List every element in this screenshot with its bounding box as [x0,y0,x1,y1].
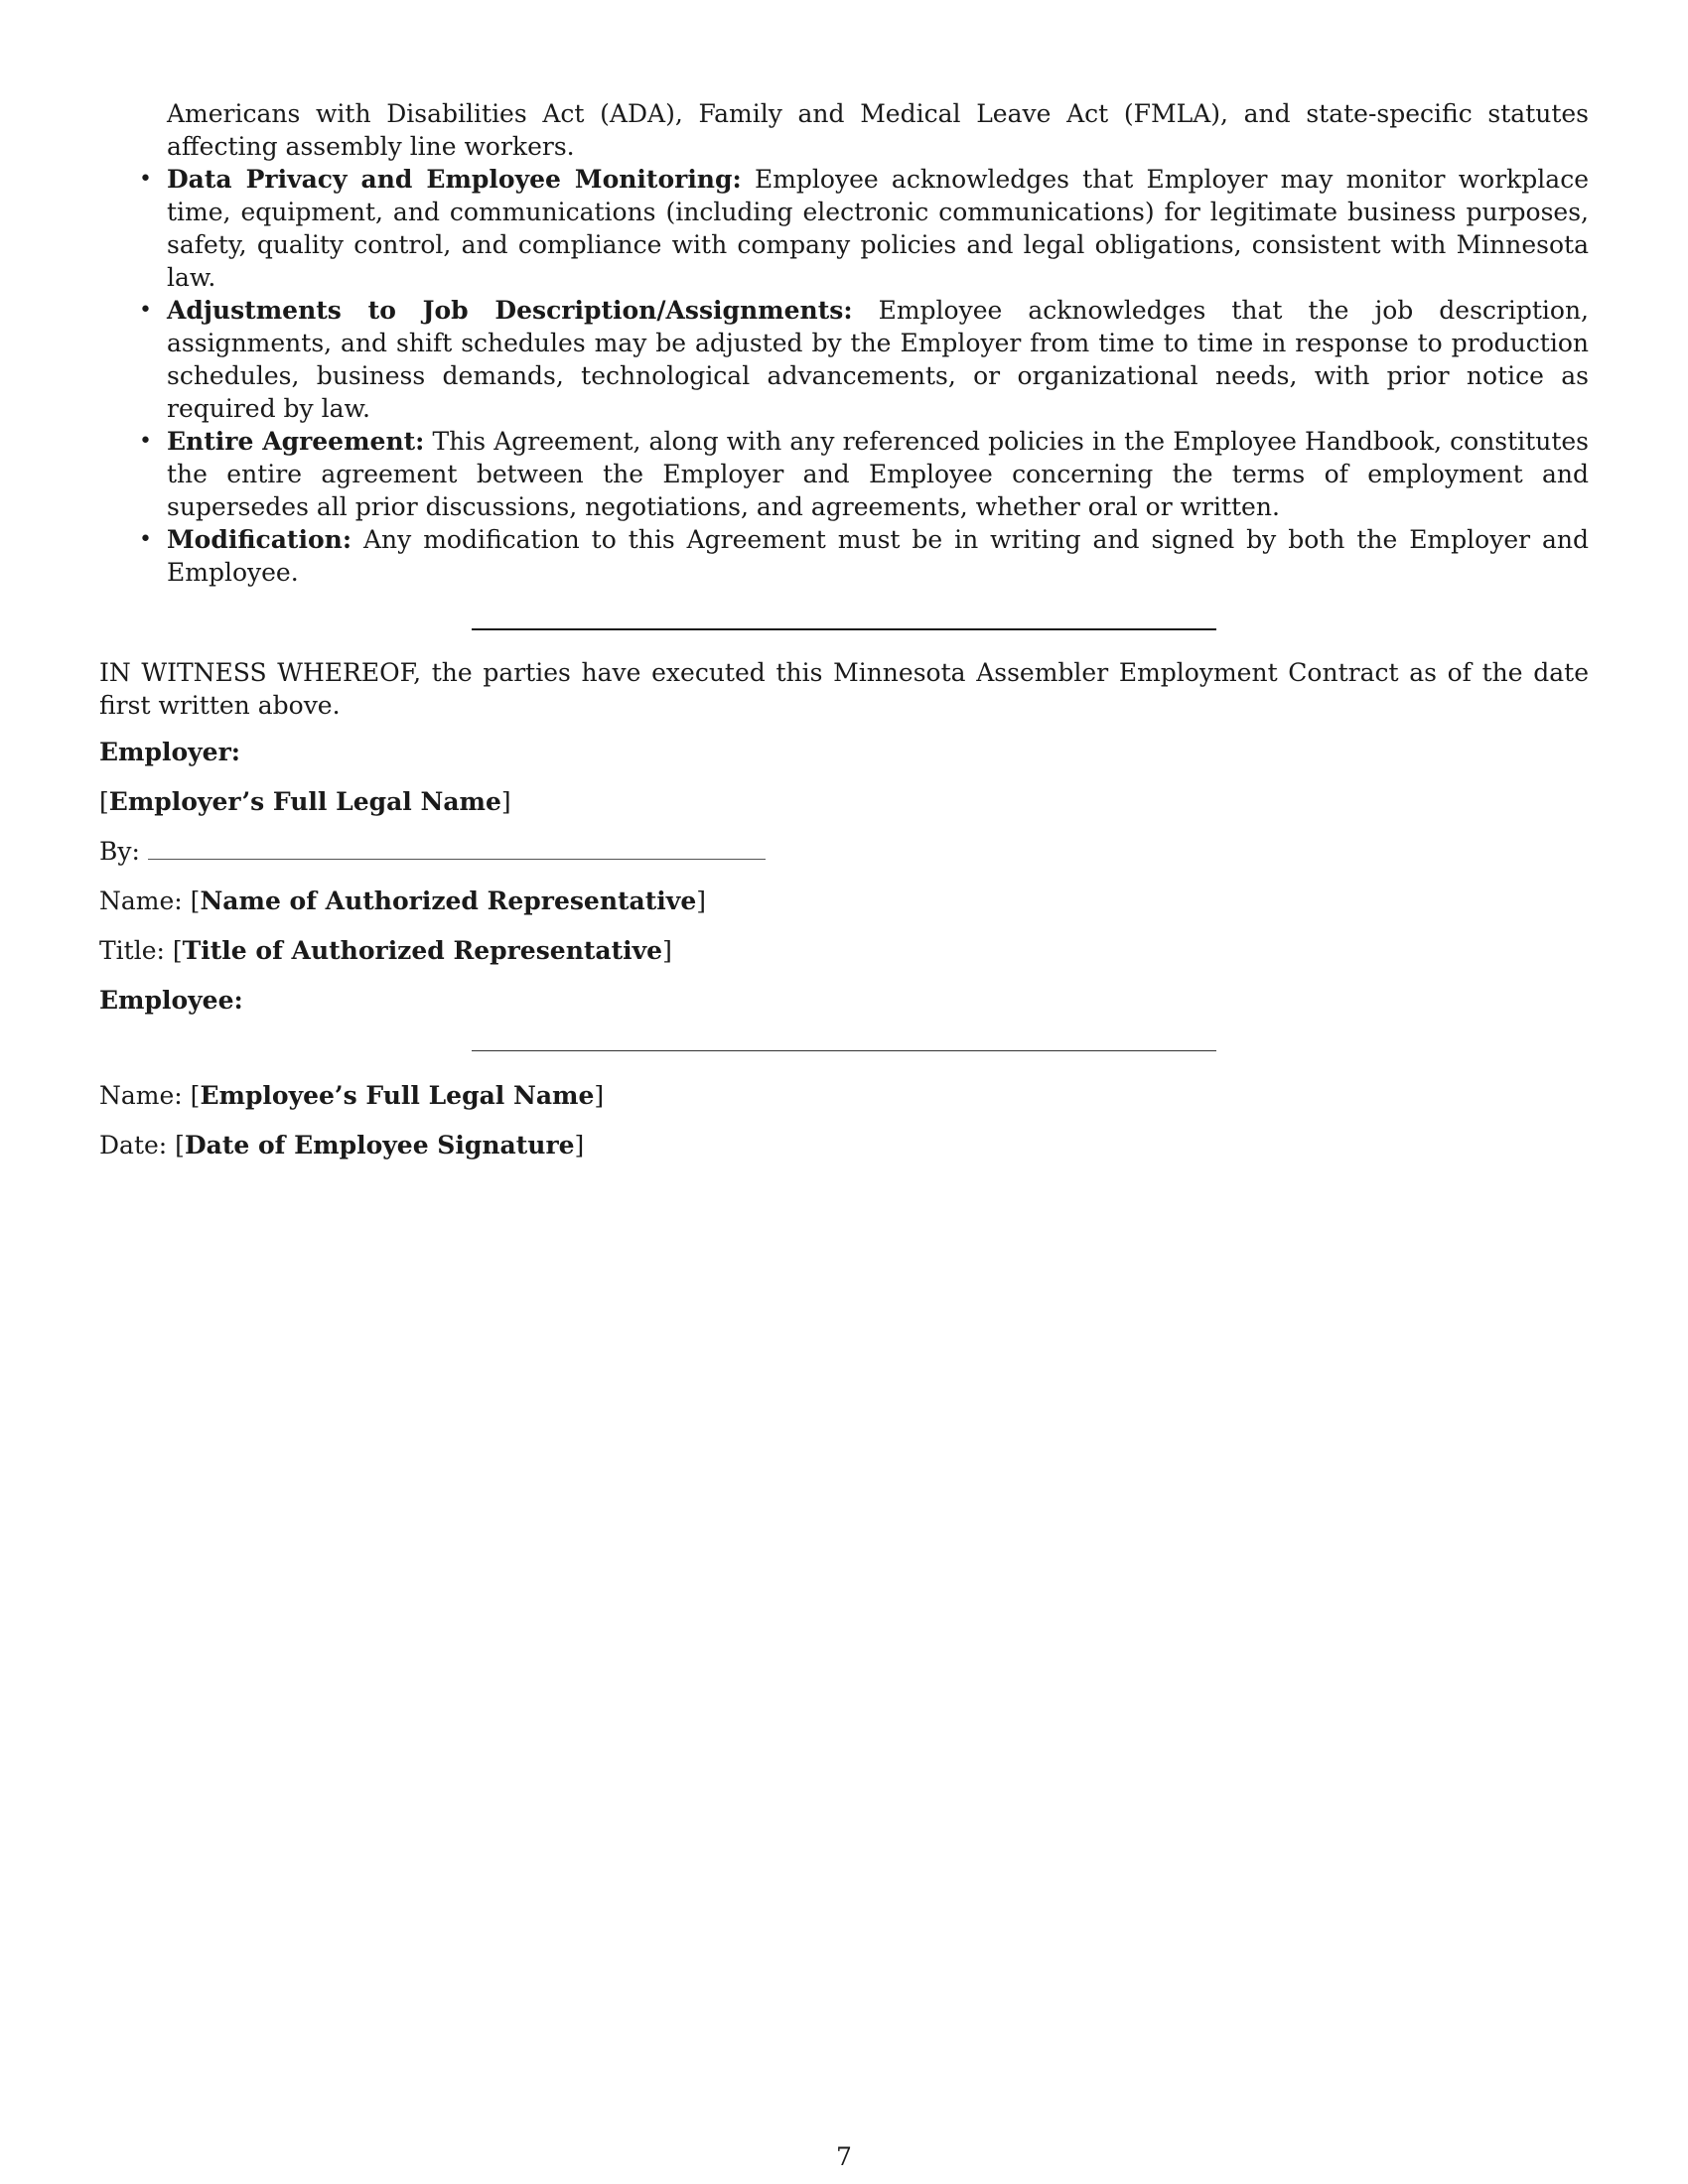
employee-date-line [99,1129,1589,1161]
bullet-icon: • [139,298,152,323]
bracket-close: ] [574,1131,585,1160]
bracket-open: [ [175,1131,185,1160]
employee-name: Employee’s Full Legal Name [200,1081,595,1110]
clause-data-privacy [99,163,1589,294]
bullet-icon: • [139,527,152,552]
bracket-close: ] [662,936,672,965]
clause-entire-agreement [99,425,1589,523]
clause-text: Employee acknowledges that Employer may monitor workplace time, equipment, and communications (including electronic communications) for legitimate business purposes, safety, quality control, and compliance with company policies and legal obligations, consistent with Minnesota law. [167,165,1589,292]
section-divider [472,628,1216,630]
clause-text: Any modification to this Agreement must be in writing and signed by both the Employer and Employee. [167,525,1589,587]
representative-name: Name of Authorized Representative [200,887,697,915]
bullet-icon: • [139,167,152,192]
name-label: Name: [99,1081,183,1110]
bracket-close: ] [696,887,706,915]
bracket-close: ] [500,787,511,816]
employer-signature-line [99,835,1589,868]
bracket-close: ] [594,1081,605,1110]
employer-heading: Employer: [99,738,240,766]
bracket-open: [ [190,887,201,915]
clause-term: Entire Agreement: [167,427,425,456]
employer-representative-line [99,885,1589,917]
continued-clause-text: Americans with Disabilities Act (ADA), Family and Medical Leave Act (FMLA), and state-specific statutes affecting assembly line workers. [167,99,1589,161]
by-label: By: [99,837,140,866]
bracket-open: [ [172,936,183,965]
clause-modification [99,523,1589,589]
bracket-open: [ [190,1081,201,1110]
employer-title-line [99,934,1589,967]
employee-signature-field[interactable] [472,1050,1216,1051]
title-label: Title: [99,936,165,965]
employer-legal-name-line [99,785,1589,818]
clause-term: Modification: [167,525,352,554]
page-number: 7 [836,2142,852,2171]
clause-text: This Agreement, along with any referenced policies in the Employee Handbook, constitutes the entire agreement between the Employer and Employee concerning the terms of employment and supersedes all prior discussions, negotiations, and agreements, whether oral or written. [167,427,1590,521]
employee-heading: Employee: [99,986,243,1015]
employer-legal-name: Employer’s Full Legal Name [108,787,501,816]
bracket-open: [ [99,787,109,816]
document-page [99,97,1589,1178]
name-label: Name: [99,887,183,915]
bullet-icon: • [139,429,152,454]
employer-signature-field[interactable] [148,839,766,860]
clause-adjustments [99,294,1589,425]
witness-statement: IN WITNESS WHEREOF, the parties have executed this Minnesota Assembler Employment Contract as of the date first written above. [99,658,1589,720]
clause-text: Employee acknowledges that the job description, assignments, and shift schedules may be adjusted by the Employer from time to time in response to production schedules, business demands, technological advancements, or organizational needs, with prior notice as required by law. [167,296,1589,423]
employee-name-line [99,1079,1589,1112]
clause-term: Data Privacy and Employee Monitoring: [167,165,742,194]
clause-list [99,163,1589,589]
employee-signature-date: Date of Employee Signature [184,1131,575,1160]
representative-title: Title of Authorized Representative [182,936,663,965]
date-label: Date: [99,1131,168,1160]
clause-term: Adjustments to Job Description/Assignments: [167,296,853,325]
